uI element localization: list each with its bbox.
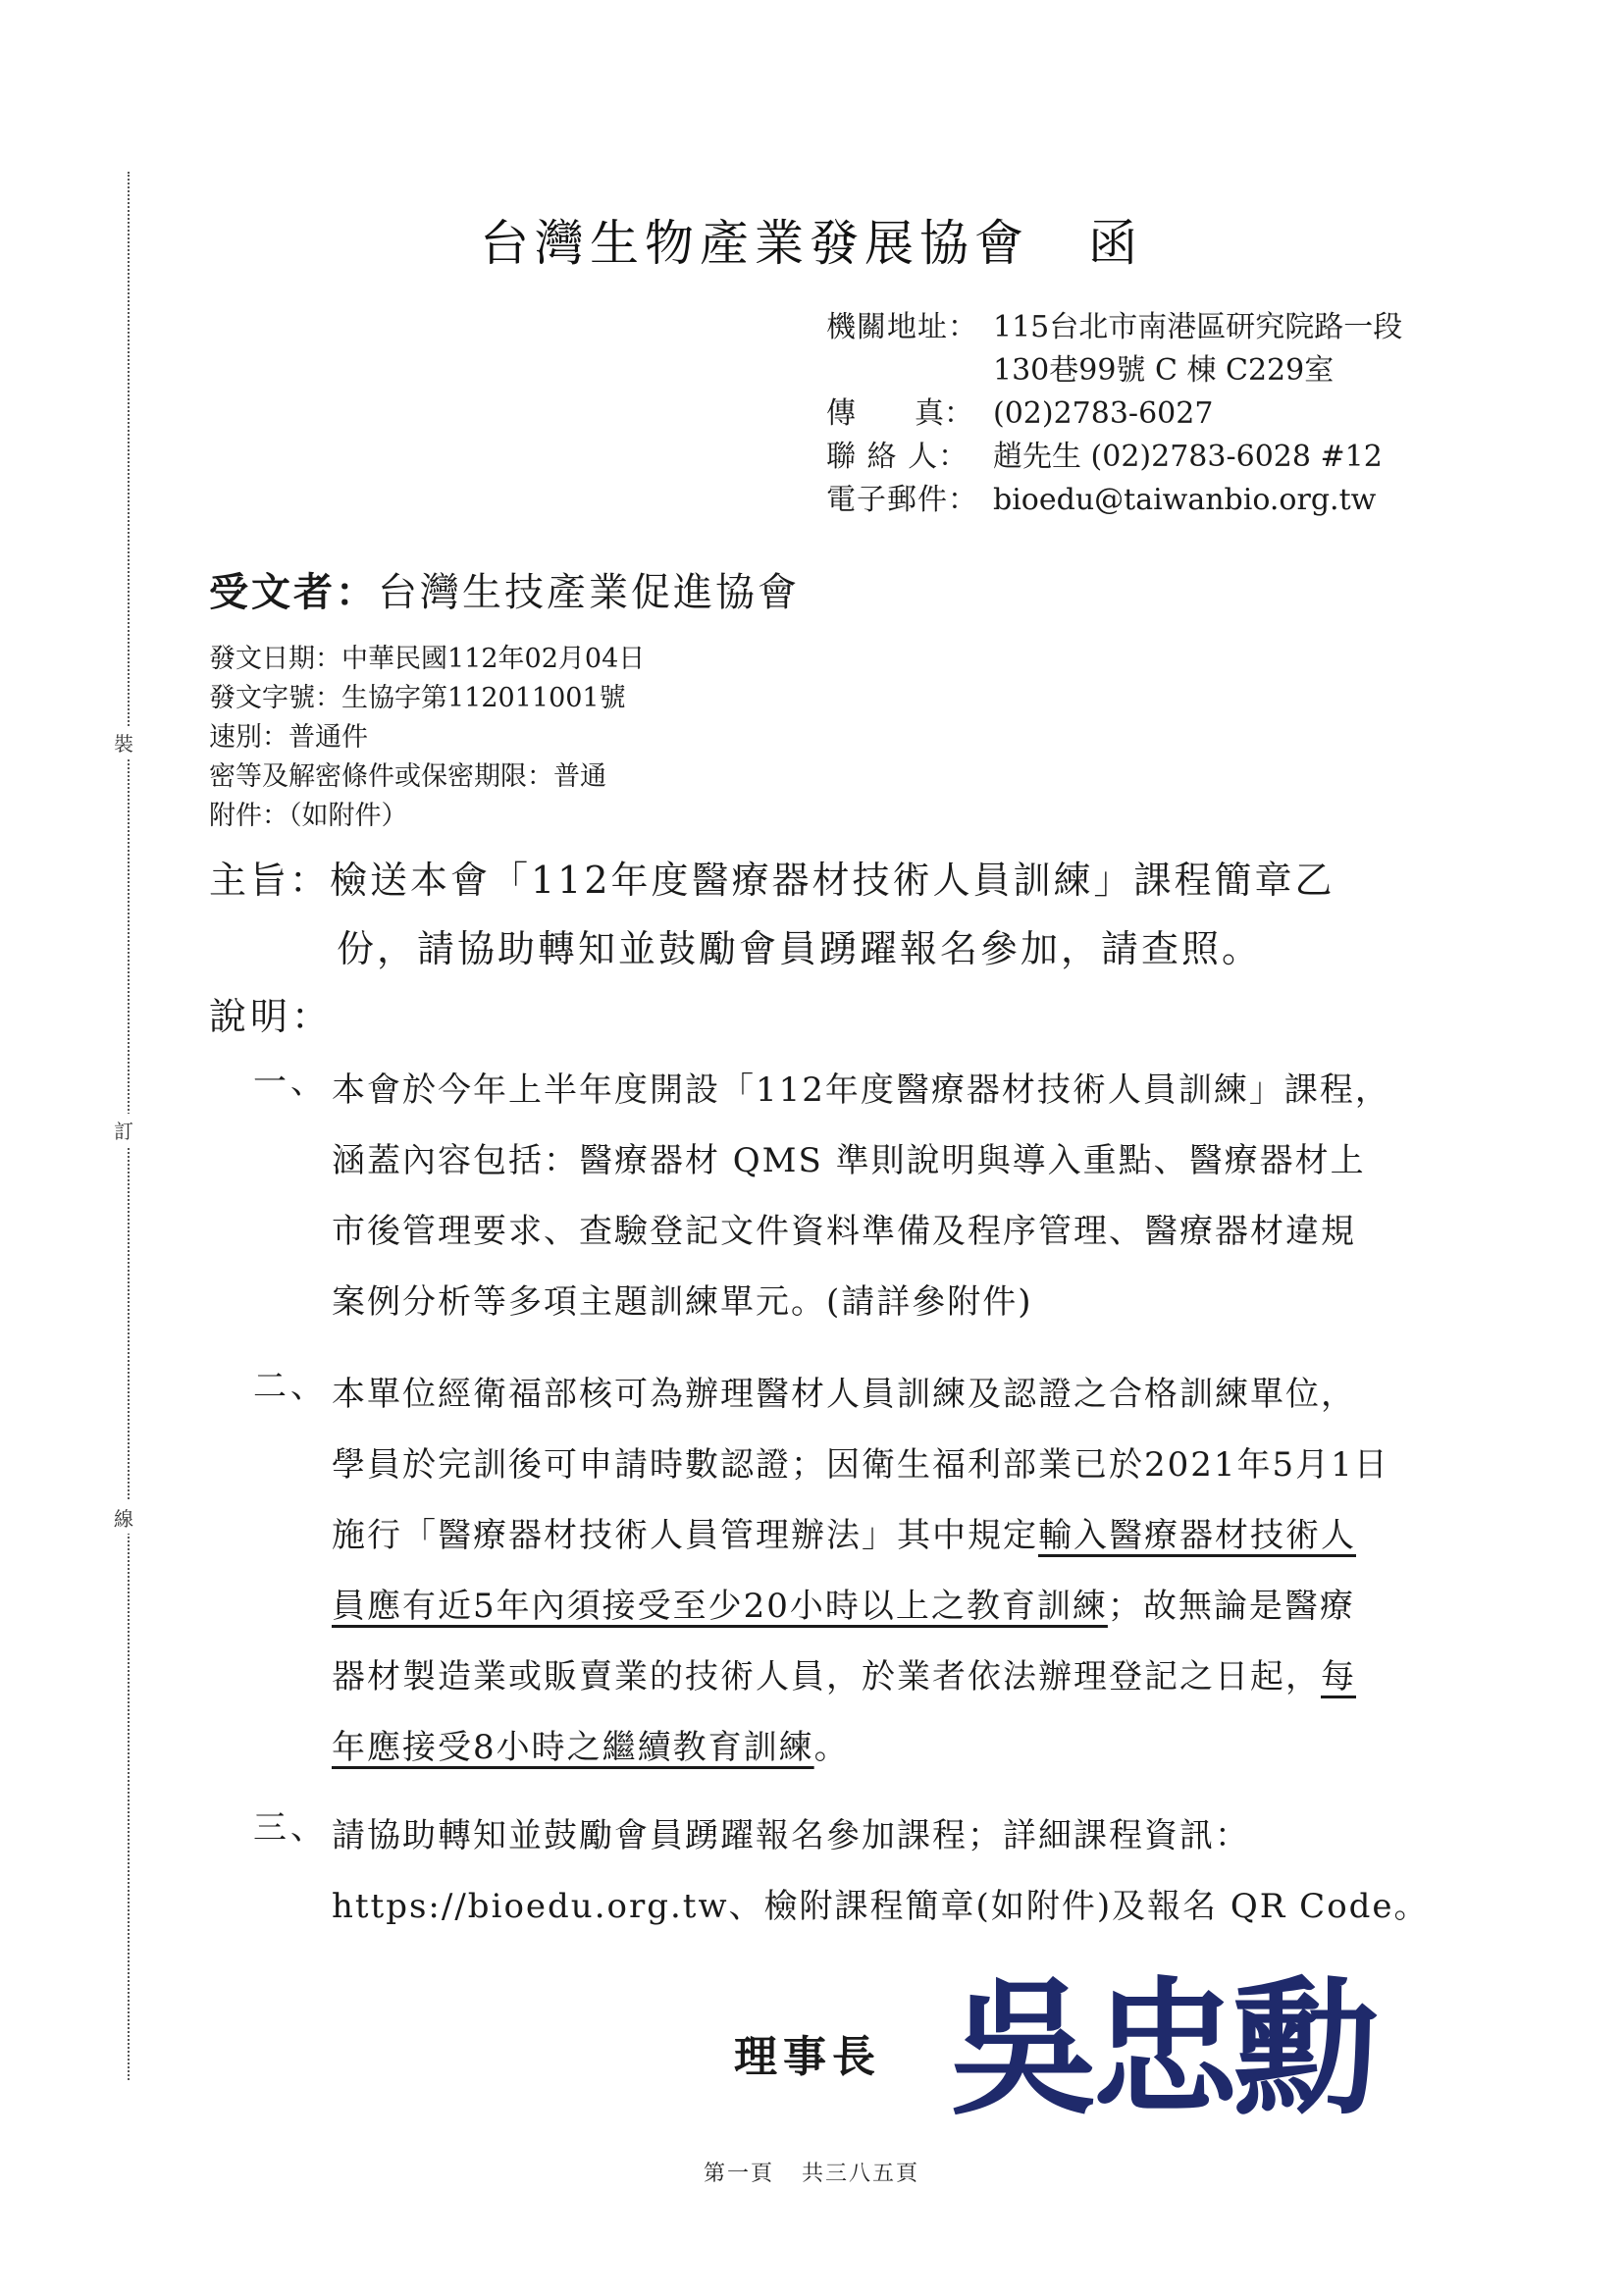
issuing-agency: 台灣生物產業發展協會 [480,215,1029,272]
contact-block [826,306,1402,522]
attachment-note: 附件：（如附件） [209,801,408,831]
subject-line-1: 主旨：檢送本會「112年度醫療器材技術人員訓練」課程簡章乙 [209,859,1335,902]
binding-mark-ding: 訂 [114,1114,133,1146]
item-line [332,1642,1470,1712]
contact-email-row [826,479,1402,522]
recipient-label: 受文者： [209,569,378,615]
fax-value: (02)2783-6027 [993,396,1214,431]
binding-mark-zhuang: 裝 [114,726,133,758]
secrecy-level: 密等及解密條件或保密期限：普通 [209,761,606,792]
item-body [332,1359,1470,1783]
item-line: 本會於今年上半年度開設「112年度醫療器材技術人員訓練」課程， [332,1070,1390,1110]
address-value-continued: 130巷99號 C 棟 C229室 [993,353,1335,388]
fax-label: 傳 真： [826,396,973,431]
item-line: 學員於完訓後可申請時數認證；因衛生福利部業已於2021年5月1日 [332,1445,1389,1485]
email-value: bioedu@taiwanbio.org.tw [993,483,1377,517]
delivery-speed: 速別：普通件 [209,722,368,753]
signature-name: 吳忠勳 [950,1962,1375,2134]
item-text: 。 [813,1728,850,1767]
page-number: 第一頁 [703,2162,774,2186]
signature-stamp [940,1962,1490,2134]
email-label: 電子郵件： [826,483,978,517]
contact-fax-row [826,392,1402,436]
page-total: 共三八五頁 [802,2162,920,2186]
binding-mark-xian: 線 [114,1501,133,1534]
item-text: 施行「醫療器材技術人員管理辦法」其中規定 [332,1516,1038,1555]
address-value: 115台北市南港區研究院路一段 [993,310,1403,344]
item-number: 二、 [253,1367,328,1406]
subject [209,846,1455,983]
item-line [332,1500,1470,1571]
item-line: 本單位經衛福部核可為辦理醫材人員訓練及認證之合格訓練單位， [332,1375,1356,1414]
contact-person-label: 聯 絡 人： [826,440,969,474]
explanation-item-1 [253,1055,1470,1337]
item-number: 三、 [253,1808,328,1848]
contact-person-row [826,436,1402,479]
underlined-requirement: 年應接受8小時之繼續教育訓練 [332,1728,814,1767]
address-label: 機關地址： [826,310,978,344]
page-footer [0,2157,1623,2187]
document-meta [209,640,645,836]
signatory-title: 理事長 [734,2032,881,2082]
explanation-item-2 [253,1359,1470,1783]
document-title [0,204,1623,275]
item-body [332,1055,1470,1337]
subject-line-2: 份，請協助轉知並鼓勵會員踴躍報名參加，請查照。 [337,927,1263,970]
item-text: 器材製造業或販賣業的技術人員，於業者依法辦理登記之日起， [332,1657,1321,1696]
document-type: 函 [1088,215,1143,272]
item-body [332,1800,1470,1942]
item-line: 涵蓋內容包括：醫療器材 QMS 準則說明與導入重點、醫療器材上 [332,1141,1366,1180]
recipient-name: 台灣生技產業促進協會 [378,570,800,615]
contact-person-value: 趙先生 (02)2783-6028 #12 [993,440,1383,474]
item-line [332,1712,1470,1783]
contact-address-row [826,306,1402,349]
explanation-item-3 [253,1800,1470,1942]
item-line: 案例分析等多項主題訓練單元。(請詳參附件) [332,1282,1033,1322]
underlined-requirement: 每 [1321,1657,1356,1696]
signature-block [734,1962,1499,2139]
underlined-requirement: 輸入醫療器材技術人 [1038,1516,1356,1555]
issue-date: 發文日期：中華民國112年02月04日 [209,644,646,674]
recipient [209,561,800,617]
explanation-heading: 說明： [209,995,334,1038]
document-number: 發文字號：生協字第112011001號 [209,683,626,713]
item-line: 市後管理要求、查驗登記文件資料準備及程序管理、醫療器材違規 [332,1212,1356,1251]
item-number: 一、 [253,1063,328,1102]
course-info-link-line: https://bioedu.org.tw、檢附課程簡章(如附件)及報名 QR Code。 [332,1887,1430,1926]
item-line [332,1571,1470,1642]
item-line: 請協助轉知並鼓勵會員踴躍報名參加課程；詳細課程資訊： [332,1816,1250,1855]
underlined-requirement: 員應有近5年內須接受至少20小時以上之教育訓練 [332,1587,1108,1626]
item-text: ；故無論是醫療 [1107,1587,1355,1626]
